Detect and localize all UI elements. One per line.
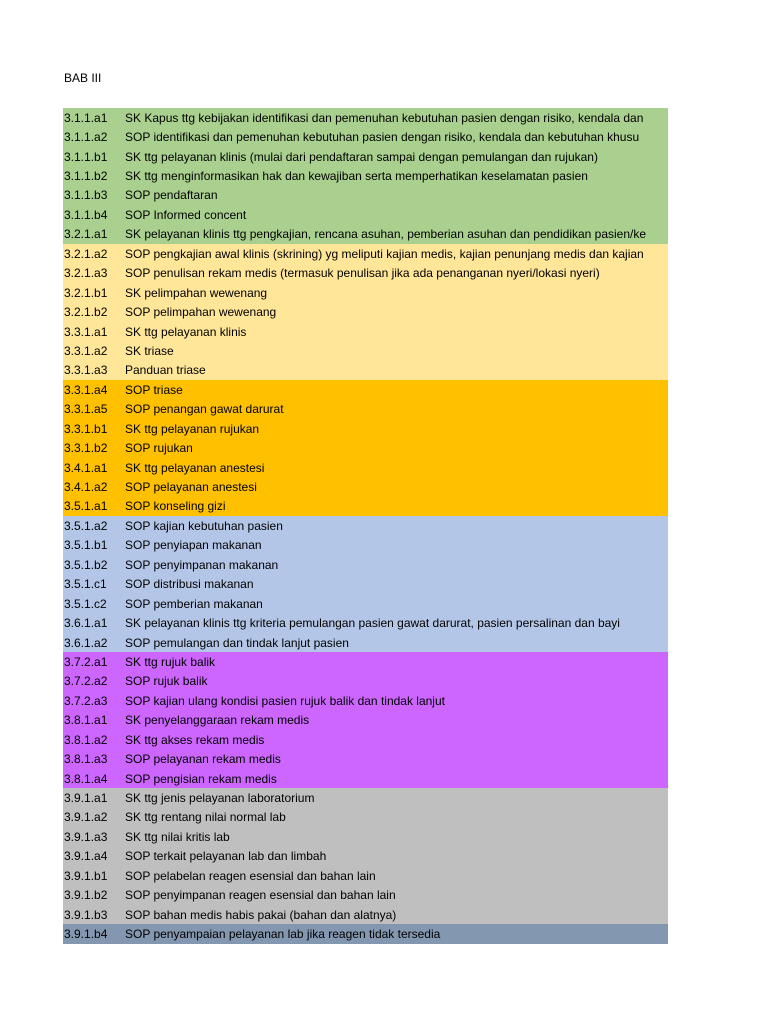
table-row (63, 905, 668, 924)
row-code: 3.9.1.b4 (64, 927, 108, 942)
row-description: SOP pengisian rekam medis (125, 771, 277, 786)
row-code: 3.5.1.a2 (64, 518, 108, 533)
row-code: 3.5.1.c1 (64, 577, 107, 592)
table-row (63, 264, 668, 283)
row-description: SK ttg nilai kritis lab (125, 829, 230, 844)
row-description: SK ttg pelayanan klinis (mulai dari pendaftaran sampai dengan pemulangan dan rujukan) (125, 149, 598, 164)
table-row (63, 827, 668, 846)
table-row (63, 302, 668, 321)
row-description: SK pelayanan klinis ttg pengkajian, rencana asuhan, pemberian asuhan dan pendidikan pasien/ke (125, 227, 647, 242)
row-code: 3.9.1.a3 (64, 829, 108, 844)
row-description: SOP pemberian makanan (125, 596, 263, 611)
row-code: 3.7.2.a2 (64, 674, 108, 689)
row-description: SOP pelabelan reagen esensial dan bahan lain (125, 868, 376, 883)
table-row (63, 127, 668, 146)
row-code: 3.3.1.a3 (64, 363, 108, 378)
table-row (63, 769, 668, 788)
row-code: 3.3.1.a5 (64, 402, 108, 417)
table-row (63, 166, 668, 185)
row-description: SK Kapus ttg kebijakan identifikasi dan pemenuhan kebutuhan pasien dengan risiko, kendala dan (125, 110, 644, 125)
row-description: SK ttg rujuk balik (125, 654, 216, 669)
row-code: 3.3.1.b2 (64, 441, 108, 456)
row-code: 3.5.1.a1 (64, 499, 108, 514)
table-row (63, 186, 668, 205)
row-code: 3.6.1.a2 (64, 635, 108, 650)
row-description: SOP penyimpanan reagen esensial dan bahan lain (125, 888, 396, 903)
table-row (63, 497, 668, 516)
row-code: 3.2.1.b2 (64, 305, 108, 320)
row-code: 3.1.1.a1 (64, 110, 108, 125)
row-description: SOP pengkajian awal klinis (skrining) yg meliputi kajian medis, kajian penunjang medis dan kajian (125, 246, 644, 261)
row-code: 3.1.1.b3 (64, 188, 108, 203)
row-code: 3.5.1.b1 (64, 538, 108, 553)
row-description: SOP kajian kebutuhan pasien (125, 518, 283, 533)
row-description: SK ttg pelayanan anestesi (125, 460, 265, 475)
row-description: SK ttg menginformasikan hak dan kewajiban serta memperhatikan keselamatan pasien (125, 169, 588, 184)
row-code: 3.9.1.b2 (64, 888, 108, 903)
row-code: 3.3.1.b1 (64, 421, 108, 436)
table-row (63, 847, 668, 866)
row-code: 3.2.1.a3 (64, 266, 108, 281)
table-row (63, 730, 668, 749)
row-description: SOP terkait pelayanan lab dan limbah (125, 849, 327, 864)
row-description: SOP penyimpanan makanan (125, 557, 279, 572)
row-description: SOP penangan gawat darurat (125, 402, 284, 417)
row-description: SK ttg akses rekam medis (125, 732, 265, 747)
table-row (63, 788, 668, 807)
table-row (63, 536, 668, 555)
table-row (63, 575, 668, 594)
row-description: SOP bahan medis habis pakai (bahan dan alatnya) (125, 907, 397, 922)
row-description: SOP kajian ulang kondisi pasien rujuk balik dan tindak lanjut (125, 693, 445, 708)
row-description: SK pelimpahan wewenang (125, 285, 268, 300)
row-code: 3.8.1.a3 (64, 752, 108, 767)
row-code: 3.1.1.a2 (64, 130, 108, 145)
row-code: 3.1.1.b1 (64, 149, 108, 164)
row-description: SOP pendaftaran (125, 188, 218, 203)
table-row (63, 886, 668, 905)
row-code: 3.6.1.a1 (64, 616, 108, 631)
row-description: SK ttg jenis pelayanan laboratorium (125, 791, 315, 806)
row-description: SOP Informed concent (125, 207, 247, 222)
table-row (63, 691, 668, 710)
row-description: SOP penyiapan makanan (125, 538, 262, 553)
row-code: 3.3.1.a4 (64, 382, 108, 397)
row-code: 3.9.1.b3 (64, 907, 108, 922)
row-code: 3.8.1.a1 (64, 713, 108, 728)
row-code: 3.2.1.a2 (64, 246, 108, 261)
row-description: SK pelayanan klinis ttg kriteria pemulangan pasien gawat darurat, pasien persalinan dan bayi (125, 616, 620, 631)
table-row (63, 380, 668, 399)
row-code: 3.7.2.a1 (64, 654, 108, 669)
row-code: 3.5.1.c2 (64, 596, 107, 611)
row-description: SK ttg rentang nilai normal lab (125, 810, 286, 825)
table-row (63, 108, 668, 127)
document-table (63, 108, 668, 944)
table-row (63, 594, 668, 613)
row-description: SK ttg pelayanan rujukan (125, 421, 260, 436)
row-code: 3.7.2.a3 (64, 693, 108, 708)
table-row (63, 672, 668, 691)
row-description: SOP identifikasi dan pemenuhan kebutuhan pasien dengan risiko, kendala dan kebutuhan khusu (125, 130, 640, 145)
table-row (63, 749, 668, 768)
table-row (63, 361, 668, 380)
table-row (63, 924, 668, 943)
table-row (63, 477, 668, 496)
table-row (63, 322, 668, 341)
table-row (63, 283, 668, 302)
table-row (63, 400, 668, 419)
table-row (63, 613, 668, 632)
row-description: Panduan triase (125, 363, 206, 378)
row-description: SOP penyampaian pelayanan lab jika reagen tidak tersedia (125, 927, 441, 942)
row-description: SK ttg pelayanan klinis (125, 324, 247, 339)
row-code: 3.8.1.a4 (64, 771, 108, 786)
table-row (63, 244, 668, 263)
row-description: SOP pelayanan rekam medis (125, 752, 281, 767)
row-code: 3.9.1.b1 (64, 868, 108, 883)
table-row (63, 711, 668, 730)
table-row (63, 205, 668, 224)
row-code: 3.3.1.a1 (64, 324, 108, 339)
table-row (63, 633, 668, 652)
row-code: 3.8.1.a2 (64, 732, 108, 747)
row-code: 3.2.1.b1 (64, 285, 108, 300)
table-row (63, 866, 668, 885)
table-row (63, 458, 668, 477)
row-code: 3.4.1.a1 (64, 460, 108, 475)
row-description: SOP distribusi makanan (125, 577, 254, 592)
row-code: 3.9.1.a4 (64, 849, 108, 864)
row-description: SOP penulisan rekam medis (termasuk penulisan jika ada penanganan nyeri/lokasi nyeri) (125, 266, 600, 281)
table-row (63, 652, 668, 671)
table-row (63, 555, 668, 574)
row-code: 3.9.1.a2 (64, 810, 108, 825)
row-code: 3.4.1.a2 (64, 480, 108, 495)
row-description: SOP pelayanan anestesi (125, 480, 257, 495)
table-row (63, 516, 668, 535)
row-description: SOP pemulangan dan tindak lanjut pasien (125, 635, 349, 650)
row-code: 3.5.1.b2 (64, 557, 108, 572)
table-row (63, 147, 668, 166)
table-row (63, 438, 668, 457)
row-description: SOP pelimpahan wewenang (125, 305, 277, 320)
row-code: 3.9.1.a1 (64, 791, 108, 806)
row-description: SOP rujuk balik (125, 674, 208, 689)
row-description: SK penyelanggaraan rekam medis (125, 713, 310, 728)
table-row (63, 419, 668, 438)
row-description: SOP rujukan (125, 441, 193, 456)
table-row (63, 808, 668, 827)
table-row (63, 341, 668, 360)
chapter-heading: BAB III (64, 71, 102, 85)
row-description: SOP triase (125, 382, 183, 397)
row-code: 3.2.1.a1 (64, 227, 108, 242)
row-description: SK triase (125, 343, 174, 358)
row-code: 3.3.1.a2 (64, 343, 108, 358)
table-row (63, 225, 668, 244)
row-description: SOP konseling gizi (125, 499, 226, 514)
row-code: 3.1.1.b2 (64, 169, 108, 184)
row-code: 3.1.1.b4 (64, 207, 108, 222)
